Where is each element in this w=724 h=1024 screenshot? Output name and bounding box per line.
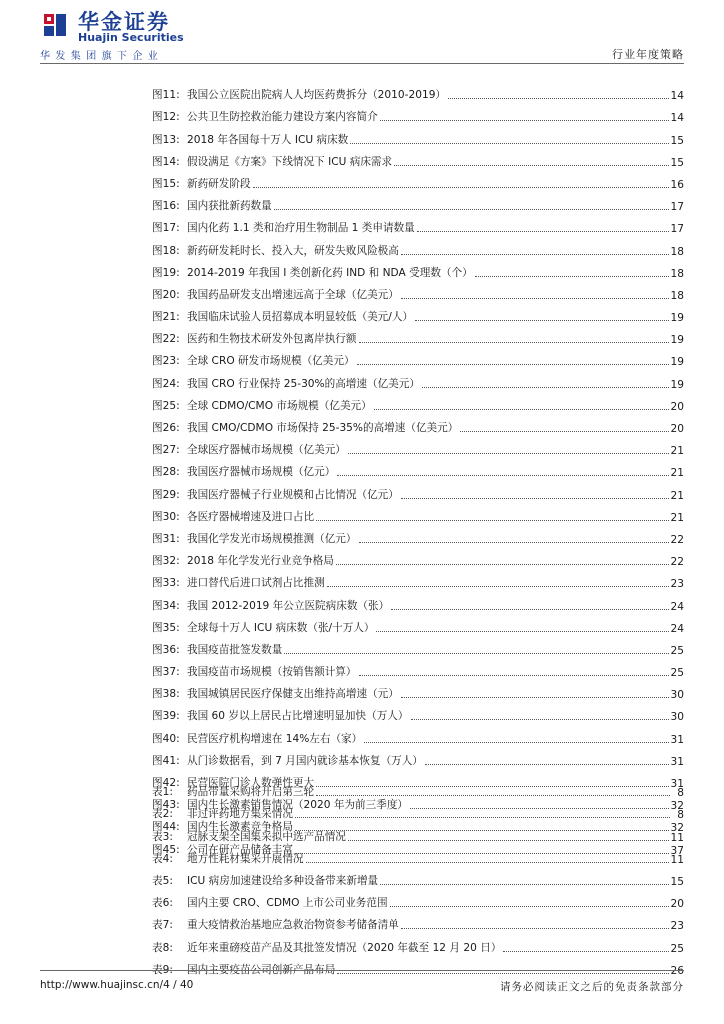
figure-title: 全球每十万人 ICU 病床数（张/十万人） bbox=[187, 621, 375, 634]
figure-label: 图38: bbox=[152, 688, 180, 701]
figure-page-number: 18 bbox=[670, 245, 684, 258]
figure-entry[interactable] bbox=[152, 457, 684, 479]
table-entry[interactable] bbox=[152, 955, 684, 977]
figure-label: 图15: bbox=[152, 177, 180, 190]
figure-title: 我国疫苗批签发数量 bbox=[187, 643, 283, 656]
table-entry[interactable] bbox=[152, 910, 684, 932]
dot-leader bbox=[422, 387, 669, 388]
figure-label: 图14: bbox=[152, 155, 180, 168]
figure-title: 全球医疗器械市场规模（亿美元） bbox=[187, 444, 346, 457]
table-label: 表9: bbox=[152, 963, 173, 976]
figure-entry[interactable] bbox=[152, 746, 684, 768]
figure-entry[interactable] bbox=[152, 723, 684, 745]
dot-leader bbox=[316, 795, 670, 796]
document-type: 行业年度策略 bbox=[612, 48, 684, 61]
figure-title: 我国医疗器械子行业规模和占比情况（亿元） bbox=[187, 488, 399, 501]
figure-page-number: 21 bbox=[670, 511, 684, 524]
dot-leader bbox=[390, 906, 669, 907]
table-label: 表4: bbox=[152, 852, 173, 865]
figure-label: 图12: bbox=[152, 111, 180, 124]
figure-entry[interactable] bbox=[152, 102, 684, 124]
dot-leader bbox=[460, 431, 668, 432]
figure-entry[interactable] bbox=[152, 124, 684, 146]
dot-leader bbox=[376, 631, 668, 632]
figure-entry[interactable] bbox=[152, 80, 684, 102]
figure-page-number: 15 bbox=[670, 156, 684, 169]
dot-leader bbox=[284, 653, 668, 654]
figure-title: 公司在研产品储备丰富 bbox=[187, 843, 293, 856]
table-entry[interactable] bbox=[152, 799, 684, 821]
table-page-number: 25 bbox=[670, 942, 684, 955]
figure-page-number: 21 bbox=[670, 445, 684, 458]
figure-label: 图13: bbox=[152, 133, 180, 146]
figure-page-number: 19 bbox=[670, 356, 684, 369]
table-page-number: 8 bbox=[677, 787, 684, 800]
dot-leader bbox=[411, 719, 669, 720]
figure-entry[interactable] bbox=[152, 324, 684, 346]
figure-label: 图22: bbox=[152, 333, 180, 346]
figure-page-number: 32 bbox=[670, 822, 684, 835]
figure-entry[interactable] bbox=[152, 213, 684, 235]
figure-title: 2018 年各国每十万人 ICU 病床数 bbox=[187, 133, 349, 146]
figure-page-number: 24 bbox=[670, 622, 684, 635]
table-title: 重大疫情救治基地应急救治物资参考储备清单 bbox=[187, 919, 399, 932]
figure-page-number: 25 bbox=[670, 644, 684, 657]
dot-leader bbox=[306, 862, 669, 863]
dot-leader bbox=[425, 764, 669, 765]
table-entry[interactable] bbox=[152, 932, 684, 954]
dot-leader bbox=[448, 98, 668, 99]
figure-label: 图31: bbox=[152, 532, 180, 545]
table-index bbox=[152, 777, 684, 977]
footer-divider bbox=[40, 970, 684, 971]
figure-title: 公共卫生防控救治能力建设方案内容简介 bbox=[187, 111, 378, 124]
figure-label: 图33: bbox=[152, 577, 180, 590]
dot-leader bbox=[253, 187, 669, 188]
figure-title: 民营医院门诊人数弹性更大 bbox=[187, 777, 315, 789]
figure-entry[interactable] bbox=[152, 258, 684, 280]
figure-label: 图40: bbox=[152, 732, 180, 745]
dot-leader bbox=[380, 884, 668, 885]
figure-entry[interactable] bbox=[152, 479, 684, 501]
figure-title: 我国 2012-2019 年公立医院病床数（张） bbox=[187, 599, 390, 612]
dot-leader bbox=[274, 209, 669, 210]
figure-page-number: 30 bbox=[670, 711, 684, 724]
figure-label: 图19: bbox=[152, 266, 180, 279]
dot-leader bbox=[359, 542, 669, 543]
figure-entry[interactable] bbox=[152, 169, 684, 191]
dot-leader bbox=[401, 298, 669, 299]
brand-name-en: Huajin Securities bbox=[78, 31, 184, 44]
brand-tagline: 华发集团旗下企业 bbox=[40, 51, 164, 62]
table-label: 表1: bbox=[152, 786, 173, 799]
figure-title: 2018 年化学发光行业竞争格局 bbox=[187, 555, 334, 568]
brand-name-cn: 华金证券 bbox=[78, 10, 170, 34]
figure-page-number: 21 bbox=[670, 489, 684, 502]
figure-entry[interactable] bbox=[152, 346, 684, 368]
dot-leader bbox=[359, 675, 669, 676]
dot-leader bbox=[394, 165, 668, 166]
figure-label: 图11: bbox=[152, 89, 180, 102]
figure-page-number: 23 bbox=[670, 578, 684, 591]
figure-page-number: 16 bbox=[670, 178, 684, 191]
figure-title: 全球 CRO 研发市场规模（亿美元） bbox=[187, 355, 355, 368]
figure-label: 图17: bbox=[152, 222, 180, 235]
figure-title: 医药和生物技术研发外包离岸执行额 bbox=[187, 333, 357, 346]
table-page-number: 26 bbox=[670, 964, 684, 977]
figure-title: 2014-2019 年我国 I 类创新化药 IND 和 NDA 受理数（个） bbox=[187, 266, 473, 279]
table-title: ICU 病房加速建设给多种设备带来新增量 bbox=[187, 874, 379, 887]
figure-title: 国内化药 1.1 类和治疗用生物制品 1 类申请数量 bbox=[187, 222, 415, 235]
figure-entry[interactable] bbox=[152, 524, 684, 546]
figure-label: 图37: bbox=[152, 666, 180, 679]
figure-entry[interactable] bbox=[152, 590, 684, 612]
figure-title: 我国临床试验人员招募成本明显较低（美元/人） bbox=[187, 311, 414, 324]
figure-page-number: 18 bbox=[670, 267, 684, 280]
figure-page-number: 18 bbox=[670, 289, 684, 302]
table-entry[interactable] bbox=[152, 866, 684, 888]
figure-label: 图34: bbox=[152, 599, 180, 612]
figure-page-number: 22 bbox=[670, 533, 684, 546]
table-title: 国内主要 CRO、CDMO 上市公司业务范围 bbox=[187, 897, 388, 910]
figure-page-number: 31 bbox=[670, 755, 684, 768]
figure-title: 我国疫苗市场规模（按销售额计算） bbox=[187, 666, 357, 679]
figure-page-number: 15 bbox=[670, 134, 684, 147]
figure-label: 图27: bbox=[152, 444, 180, 457]
figure-entry[interactable] bbox=[152, 191, 684, 213]
figure-label: 图43: bbox=[152, 799, 180, 812]
figure-label: 图18: bbox=[152, 244, 180, 257]
figure-page-number: 20 bbox=[670, 423, 684, 435]
figure-page-number: 24 bbox=[670, 600, 684, 613]
figure-title: 我国 CRO 行业保持 25-30%的高增速（亿美元） bbox=[187, 377, 420, 390]
table-title: 非过评药地方集采情况 bbox=[187, 808, 293, 821]
figure-entry[interactable] bbox=[152, 391, 684, 413]
table-entry[interactable] bbox=[152, 821, 684, 843]
dot-leader bbox=[336, 564, 669, 565]
figure-page-number: 17 bbox=[670, 201, 684, 214]
figure-entry[interactable] bbox=[152, 635, 684, 657]
dot-leader bbox=[391, 609, 668, 610]
figure-title: 我国城镇居民医疗保健支出维持高增速（元） bbox=[187, 688, 399, 701]
figure-entry[interactable] bbox=[152, 413, 684, 435]
table-entry[interactable] bbox=[152, 888, 684, 910]
table-page-number: 23 bbox=[670, 920, 684, 933]
table-label: 表8: bbox=[152, 941, 173, 954]
table-title: 地方性耗材集采开展情况 bbox=[187, 852, 304, 865]
dot-leader bbox=[380, 120, 669, 121]
huajin-logo-icon bbox=[40, 8, 70, 42]
figure-title: 国内生长激素竞争格局 bbox=[187, 821, 293, 834]
dot-leader bbox=[417, 231, 669, 232]
figure-title: 我国医疗器械市场规模（亿元） bbox=[187, 466, 336, 479]
figure-page-number: 20 bbox=[670, 400, 684, 413]
figure-label: 图16: bbox=[152, 200, 180, 213]
figure-label: 图44: bbox=[152, 821, 180, 834]
table-entry[interactable] bbox=[152, 777, 684, 799]
dot-leader bbox=[475, 276, 669, 277]
figure-page-number: 19 bbox=[670, 378, 684, 391]
dot-leader bbox=[359, 342, 669, 343]
dot-leader bbox=[327, 586, 669, 587]
figure-title: 新药研发耗时长、投入大，研发失败风险极高 bbox=[187, 244, 399, 257]
figure-label: 图20: bbox=[152, 288, 180, 301]
table-page-number: 11 bbox=[670, 853, 684, 866]
figure-page-number: 31 bbox=[670, 733, 684, 746]
figure-title: 我国 CMO/CDMO 市场保持 25-35%的高增速（亿美元） bbox=[187, 422, 459, 434]
figure-label: 图39: bbox=[152, 710, 180, 723]
figure-label: 图28: bbox=[152, 466, 180, 479]
figure-label: 图32: bbox=[152, 555, 180, 568]
figure-title: 国内获批新药数量 bbox=[187, 200, 272, 213]
figure-page-number: 21 bbox=[670, 467, 684, 480]
figure-title: 我国 60 岁以上居民占比增速明显加快（万人） bbox=[187, 710, 409, 723]
figure-page-number: 32 bbox=[670, 800, 684, 813]
dot-leader bbox=[295, 817, 670, 818]
figure-entry[interactable] bbox=[152, 435, 684, 457]
figure-entry[interactable] bbox=[152, 613, 684, 635]
table-page-number: 20 bbox=[670, 898, 684, 911]
table-title: 药品带量采购将开启第三轮 bbox=[187, 786, 315, 799]
dot-leader bbox=[350, 143, 668, 144]
figure-entry[interactable] bbox=[152, 302, 684, 324]
table-label: 表5: bbox=[152, 874, 173, 887]
figure-title: 我国公立医院出院病人人均医药费拆分（2010-2019） bbox=[187, 89, 447, 102]
figure-entry[interactable] bbox=[152, 546, 684, 568]
figure-label: 图41: bbox=[152, 754, 180, 767]
figure-entry[interactable] bbox=[152, 657, 684, 679]
figure-label: 图21: bbox=[152, 311, 180, 324]
figure-title: 各医疗器械增速及进口占比 bbox=[187, 510, 315, 523]
table-title: 国内主要疫苗公司创新产品布局 bbox=[187, 963, 336, 976]
table-entry[interactable] bbox=[152, 844, 684, 866]
figure-title: 全球 CDMO/CMO 市场规模（亿美元） bbox=[187, 399, 372, 412]
figure-title: 假设满足《方案》下线情况下 ICU 病床需求 bbox=[187, 155, 393, 168]
figure-label: 图45: bbox=[152, 843, 180, 856]
figure-page-number: 31 bbox=[670, 778, 684, 790]
table-page-number: 11 bbox=[670, 831, 684, 844]
figure-entry[interactable] bbox=[152, 701, 684, 723]
figure-title: 民营医疗机构增速在 14%左右（家） bbox=[187, 732, 363, 745]
dot-leader bbox=[374, 409, 669, 410]
figure-entry[interactable] bbox=[152, 568, 684, 590]
dot-leader bbox=[503, 951, 668, 952]
dot-leader bbox=[401, 697, 669, 698]
figure-page-number: 37 bbox=[670, 844, 684, 857]
figure-page-number: 19 bbox=[670, 334, 684, 347]
page-header bbox=[0, 0, 724, 70]
table-page-number: 15 bbox=[670, 875, 684, 888]
figure-label: 图42: bbox=[152, 777, 180, 789]
figure-label: 图35: bbox=[152, 621, 180, 634]
dot-leader bbox=[316, 520, 668, 521]
dot-leader bbox=[348, 453, 669, 454]
dot-leader bbox=[348, 840, 669, 841]
dot-leader bbox=[401, 928, 669, 929]
figure-entry[interactable] bbox=[152, 235, 684, 257]
dot-leader bbox=[357, 364, 669, 365]
figure-label: 图25: bbox=[152, 399, 180, 412]
figure-label: 图36: bbox=[152, 643, 180, 656]
figure-page-number: 17 bbox=[670, 223, 684, 236]
dot-leader bbox=[415, 320, 668, 321]
figure-entry[interactable] bbox=[152, 147, 684, 169]
figure-title: 国内生长激素销售情况（2020 年为前三季度） bbox=[187, 799, 409, 812]
figure-title: 新药研发阶段 bbox=[187, 177, 251, 190]
table-label: 表3: bbox=[152, 830, 173, 843]
header-divider bbox=[40, 63, 684, 64]
figure-label: 图24: bbox=[152, 377, 180, 390]
figure-page-number: 22 bbox=[670, 556, 684, 569]
figure-entry[interactable] bbox=[152, 502, 684, 524]
dot-leader bbox=[401, 254, 669, 255]
figure-title: 我国化学发光市场规模推测（亿元） bbox=[187, 532, 357, 545]
figure-label: 图30: bbox=[152, 510, 180, 523]
figure-page-number: 14 bbox=[670, 90, 684, 103]
figure-entry[interactable] bbox=[152, 280, 684, 302]
table-label: 表2: bbox=[152, 808, 173, 821]
figure-entry[interactable] bbox=[152, 368, 684, 390]
footer-disclaimer: 请务必阅读正文之后的免责条款部分 bbox=[500, 981, 684, 993]
table-title: 冠脉支架全国集采拟中选产品情况 bbox=[187, 830, 346, 843]
table-label: 表6: bbox=[152, 897, 173, 910]
figure-label: 图29: bbox=[152, 488, 180, 501]
figure-page-number: 19 bbox=[670, 312, 684, 325]
figure-page-number: 14 bbox=[670, 112, 684, 125]
table-page-number: 8 bbox=[677, 809, 684, 822]
figure-page-number: 30 bbox=[670, 689, 684, 702]
dot-leader bbox=[364, 742, 668, 743]
figure-title: 进口替代后进口试剂占比推测 bbox=[187, 577, 325, 590]
dot-leader bbox=[337, 973, 668, 974]
figure-page-number: 25 bbox=[670, 667, 684, 680]
dot-leader bbox=[337, 475, 668, 476]
table-label: 表7: bbox=[152, 919, 173, 932]
table-title: 近年来重磅疫苗产品及其批签发情况（2020 年截至 12 月 20 日） bbox=[187, 941, 502, 954]
figure-index bbox=[152, 80, 684, 857]
figure-entry[interactable] bbox=[152, 679, 684, 701]
figure-label: 图23: bbox=[152, 355, 180, 368]
figure-title: 我国药品研发支出增速远高于全球（亿美元） bbox=[187, 288, 399, 301]
figure-title: 从门诊数据看，到 7 月国内就诊基本恢复（万人） bbox=[187, 754, 423, 767]
footer-url-page[interactable]: http://www.huajinsc.cn/4 / 40 bbox=[40, 979, 194, 991]
dot-leader bbox=[401, 498, 669, 499]
figure-label: 图26: bbox=[152, 422, 180, 434]
